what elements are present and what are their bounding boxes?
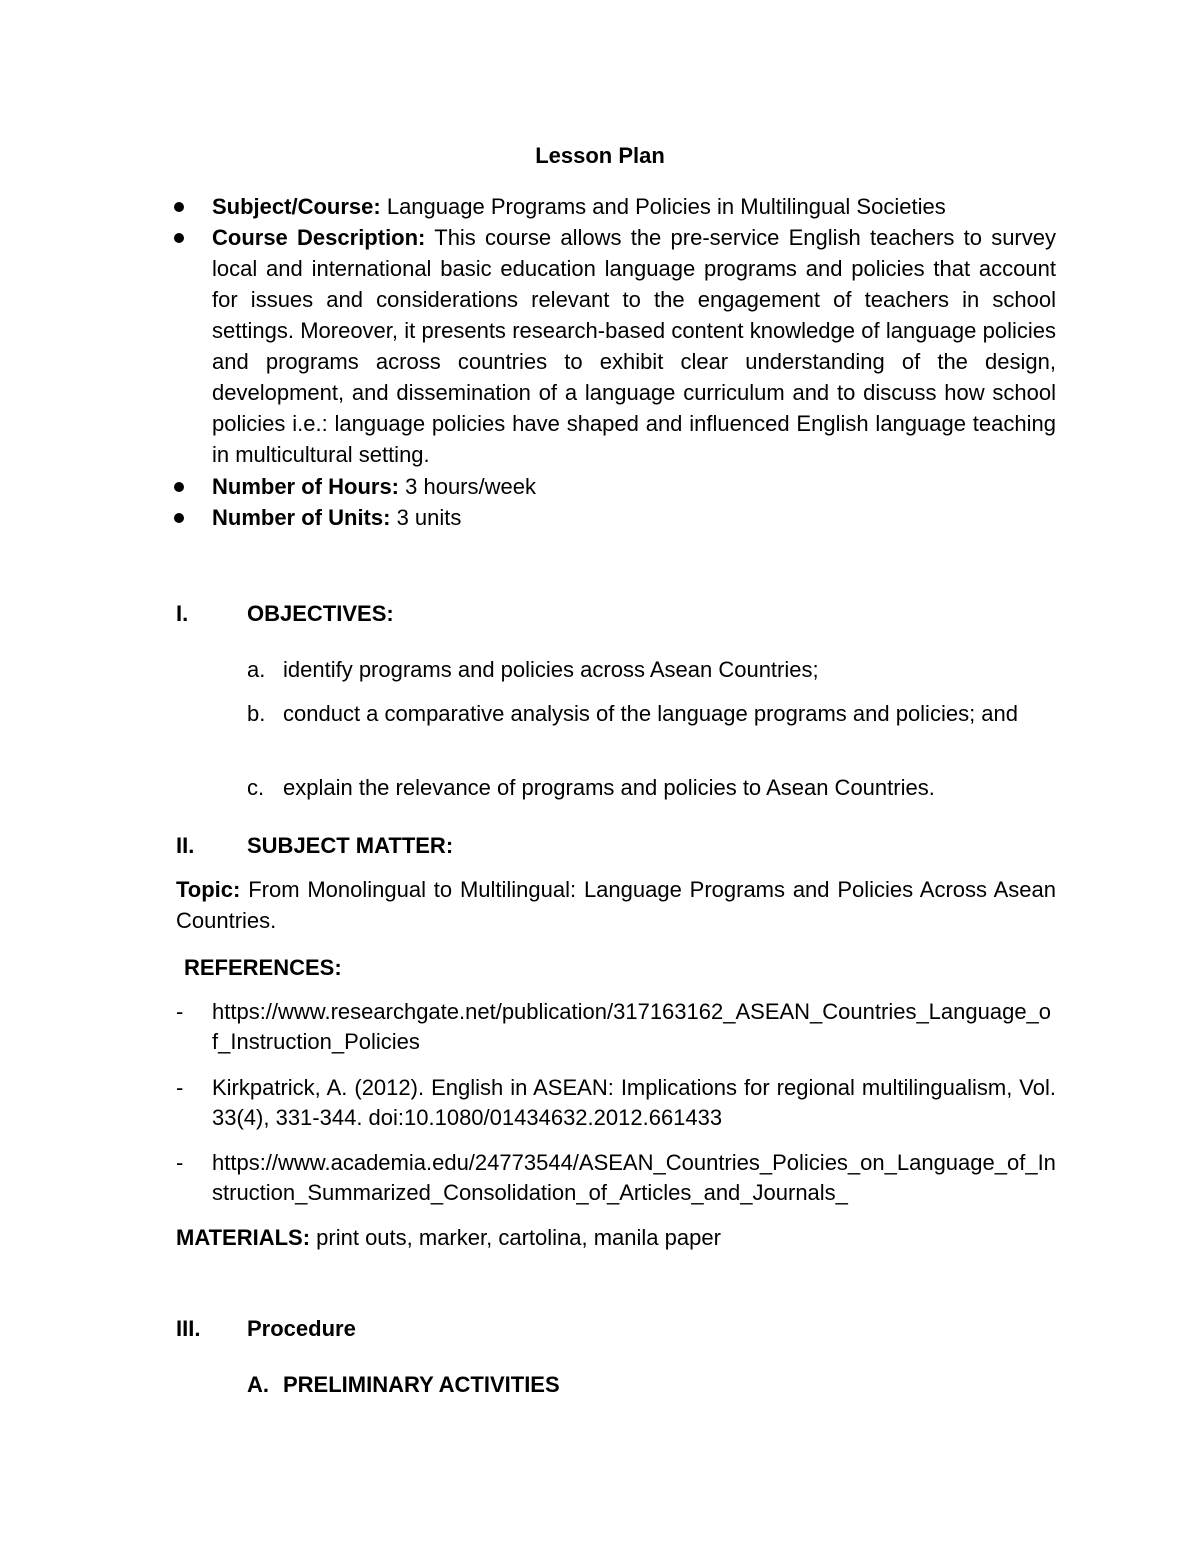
section-numeral: II. bbox=[176, 833, 195, 858]
bullet-icon bbox=[174, 513, 184, 523]
info-description bbox=[212, 222, 1056, 470]
materials-label: MATERIALS: bbox=[176, 1225, 311, 1250]
references-heading: REFERENCES: bbox=[184, 955, 342, 980]
page-title: Lesson Plan bbox=[535, 143, 665, 168]
subsection-letter: A. bbox=[247, 1372, 269, 1397]
reference-dash: - bbox=[176, 999, 184, 1024]
section-heading-subject-matter: SUBJECT MATTER: bbox=[247, 833, 454, 858]
topic-label: Topic: bbox=[176, 877, 241, 902]
info-value: 3 hours/week bbox=[405, 474, 536, 499]
reference-item: https://www.academia.edu/24773544/ASEAN_Countries_Policies_on_Language_of_Instruction_Summarized_Consolidation_of_Articles_and_Journals_ bbox=[212, 1150, 1056, 1205]
objective-item: explain the relevance of programs and policies to Asean Countries. bbox=[283, 775, 935, 800]
objective-letter: b. bbox=[247, 701, 266, 726]
section-numeral: I. bbox=[176, 601, 189, 626]
topic-paragraph bbox=[176, 874, 1056, 936]
objective-letter: c. bbox=[247, 775, 265, 800]
bullet-icon bbox=[174, 233, 184, 243]
reference-dash: - bbox=[176, 1150, 184, 1175]
info-value: This course allows the pre-service English teachers to survey local and international basic education language programs and policies that account for issues and considerations relevant to the engagement of teachers in school settings. Moreover, it presents research-based content knowledge of language policies and programs across countries to exhibit clear understanding of the design, development, and dissemination of a language curriculum and to discuss how school policies i.e.: language policies have shaped and influenced English language teaching in multicultural setting. bbox=[212, 225, 1056, 467]
info-hours bbox=[212, 471, 1056, 502]
bullet-icon bbox=[174, 202, 184, 212]
objective-item: conduct a comparative analysis of the language programs and policies; and bbox=[283, 701, 1019, 726]
bullet-icon bbox=[174, 482, 184, 492]
topic-value: From Monolingual to Multilingual: Language Programs and Policies Across Asean Countries. bbox=[176, 877, 1056, 933]
materials-value: print outs, marker, cartolina, manila paper bbox=[316, 1225, 721, 1250]
reference-item: Kirkpatrick, A. (2012). English in ASEAN: Implications for regional multilingualism, Vol. 33(4), 331-344. doi:10.1080/01434632.2012.661433 bbox=[212, 1075, 1056, 1130]
section-numeral: III. bbox=[176, 1316, 201, 1341]
info-units bbox=[212, 502, 1056, 533]
materials-line bbox=[176, 1223, 721, 1253]
info-value: Language Programs and Policies in Multilingual Societies bbox=[386, 194, 946, 219]
reference-dash: - bbox=[176, 1075, 184, 1100]
info-label: Number of Hours: bbox=[212, 474, 399, 499]
info-label: Subject/Course: bbox=[212, 194, 381, 219]
section-heading-procedure: Procedure bbox=[247, 1316, 356, 1341]
info-subject bbox=[212, 191, 1056, 222]
section-heading-objectives: OBJECTIVES: bbox=[247, 601, 394, 626]
reference-item: https://www.researchgate.net/publication/317163162_ASEAN_Countries_Language_of_Instruction_Policies bbox=[212, 999, 1052, 1054]
info-label: Number of Units: bbox=[212, 505, 391, 530]
subsection-heading: PRELIMINARY ACTIVITIES bbox=[283, 1372, 560, 1397]
objective-letter: a. bbox=[247, 657, 266, 682]
objective-item: identify programs and policies across Asean Countries; bbox=[283, 657, 819, 682]
info-value: 3 units bbox=[396, 505, 462, 530]
info-label: Course Description: bbox=[212, 225, 426, 250]
